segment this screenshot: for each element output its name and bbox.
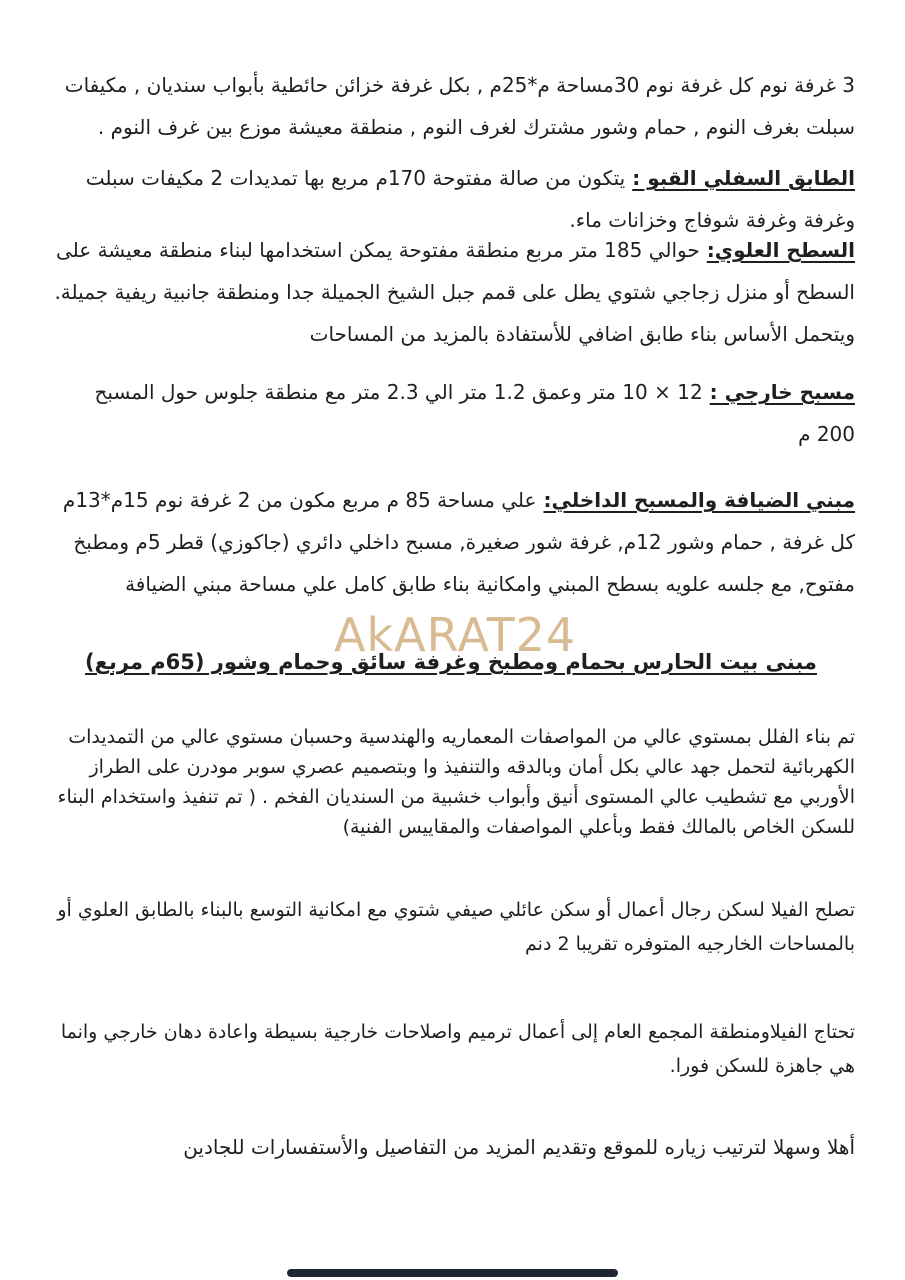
guesthouse-paragraph bbox=[47, 479, 855, 605]
condition-paragraph bbox=[47, 1015, 855, 1083]
roof-heading: السطح العلوي: bbox=[706, 238, 855, 262]
construction-text: تم بناء الفلل بمستوي عالي من المواصفات المعماريه والهندسية وحسبان مستوي عالي من التمديدات الكهربائية لتحمل جهد عالي بكل أمان وبالدقه والتنفيذ وا وبتصميم عصري سوبر مودرن على الطراز الأوربي مع تشطيب عالي المستوى أنيق وأبواب خشبية من السنديان الفخم . ( تم تنفيذ واستخدام البناء للسكن الخاص بالمالك فقط وبأعلي المواصفات والمقاييس الفنية) bbox=[57, 726, 855, 838]
construction-paragraph bbox=[47, 722, 855, 842]
guesthouse-heading: مبني الضيافة والمسبح الداخلي: bbox=[543, 488, 855, 512]
closing-text: أهلا وسهلا لترتيب زياره للموقع وتقديم المزيد من التفاصيل والأستفسارات للجادين bbox=[183, 1135, 855, 1159]
basement-text: يتكون من صالة مفتوحة 170م مربع بها تمديدات 2 مكيفات سبلت وغرفة وغرفة شوفاج وخزانات ماء. bbox=[85, 166, 855, 232]
bedrooms-text: 3 غرفة نوم كل غرفة نوم 30مساحة م*25م , بكل غرفة خزائن حائطية بأبواب سنديان , مكيفات سبلت بغرف النوم , حمام وشور مشترك لغرف النوم , منطقة معيشة موزع بين غرف النوم . bbox=[64, 73, 855, 139]
roof-text: حوالي 185 متر مربع منطقة مفتوحة يمكن استخدامها لبناء منطقة معيشة على السطح أو منزل زجاجي شتوي يطل على قمم جبل الشيخ الجميلة جدا ومنطقة جانبية ريفية جميلة. ويتحمل الأساس بناء طابق اضافي للأستفادة بالمزيد من المساحات bbox=[54, 238, 855, 346]
roof-paragraph bbox=[47, 229, 855, 355]
basement-heading: الطابق السفلي القبو : bbox=[632, 166, 855, 190]
suitability-paragraph bbox=[47, 893, 855, 961]
bedrooms-paragraph bbox=[47, 64, 855, 148]
condition-text: تحتاج الفيلاومنطقة المجمع العام إلى أعمال ترميم واصلاحات خارجية بسيطة واعادة دهان خارجي وانما هي جاهزة للسكن فورا. bbox=[60, 1021, 855, 1077]
outdoor-pool-text: 12 × 10 متر وعمق 1.2 متر الي 2.3 متر مع منطقة جلوس حول المسبح bbox=[94, 380, 703, 404]
watermark-logo: AkARAT24 bbox=[334, 608, 577, 662]
guardhouse-heading: مبنى بيت الحارس بحمام ومطبخ وغرفة سائق وحمام وشور (65م مربع) bbox=[85, 650, 817, 674]
guesthouse-text: علي مساحة 85 م مربع مكون من 2 غرفة نوم 15م*13م كل غرفة , حمام وشور 12م, غرفة شور صغيرة, مسبح داخلي دائري (جاكوزي) قطر 5م ومطبخ مفتوح, مع جلسه علويه بسطح المبني وامكانية بناء طابق كامل علي مساحة مبني الضيافة bbox=[62, 488, 855, 596]
home-indicator-bar bbox=[287, 1269, 618, 1277]
outdoor-pool-heading: مسبح خارجي : bbox=[709, 380, 855, 404]
closing-paragraph bbox=[47, 1132, 855, 1162]
outdoor-pool-area: 200 م bbox=[798, 422, 855, 446]
suitability-text: تصلح الفيلا لسكن رجال أعمال أو سكن عائلي صيفي شتوي مع امكانية التوسع بالبناء بالطابق العلوي أو بالمساحات الخارجيه المتوفره تقريبا 2 دنم bbox=[57, 899, 855, 955]
outdoor-pool-paragraph bbox=[47, 371, 855, 455]
